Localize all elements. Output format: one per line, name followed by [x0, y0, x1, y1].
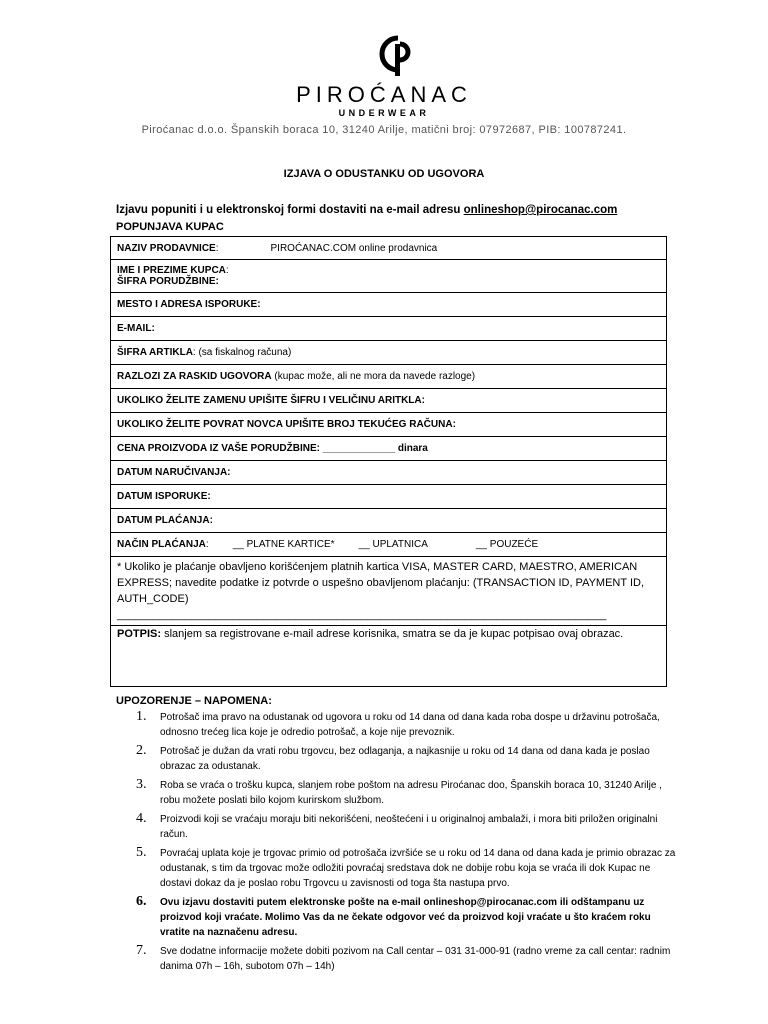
- order-date-row[interactable]: [111, 461, 667, 485]
- list-item: [116, 812, 676, 842]
- brand-name: PIROĆANAC: [296, 82, 472, 107]
- price-label: CENA PROIZVODA IZ VAŠE PORUDŽBINE: _____________ dinara: [117, 443, 428, 454]
- list-item: [116, 944, 676, 974]
- list-item: [116, 778, 676, 808]
- instruction-body: Izjavu popuniti i u elektronskoj formi dostaviti na e-mail adresu: [116, 204, 464, 216]
- article-code-label: ŠIFRA ARTIKLA: [117, 347, 193, 358]
- notes-list: [116, 710, 676, 978]
- list-item: [116, 895, 676, 940]
- refund-row[interactable]: [111, 413, 667, 437]
- list-item: [116, 744, 676, 774]
- withdrawal-form: [110, 236, 667, 687]
- card-note-text: * Ukoliko je plaćanje obavljeno korišćenjem platnih kartica VISA, MASTER CARD, MAESTRO, AMERICAN EXPRESS; navedite podatke iz potvrde o uspešno obavljenom plaćanju: (TRANSACTION ID, PAYMENT ID, AUTH_CODE): [117, 561, 645, 605]
- brand-subtitle: UNDERWEAR: [338, 108, 430, 118]
- payment-method-row[interactable]: NAČIN PLAĆANJA: __ PLATNE KARTICE* __ UPLATNICA __ POUZEĆE: [111, 533, 667, 557]
- refund-label: UKOLIKO ŽELITE POVRAT NOVCA UPIŠITE BROJ TEKUĆEG RAČUNA:: [117, 419, 456, 430]
- note-text: Roba se vraća o trošku kupca, slanjem robe poštom na adresu Piroćanac doo, Španskih boraca 10, 31240 Arilje , robu možete poslati bilo kojom kurirskom službom.: [160, 780, 662, 806]
- note-text: Potrošač ima pravo na odustanak od ugovora u roku od 14 dana od dana kada roba dospe u državinu potrošača, odnosno trećeg lica koje je odredio potrošač, a koje nije prevoznik.: [160, 712, 660, 738]
- note-text: Sve dodatne informacije možete dobiti pozivom na Call centar – 031 31-000-91 (radno vreme za call centar: radnim danima 07h – 16h, subotom 07h – 14h): [160, 946, 671, 972]
- reasons-note: (kupac može, ali ne mora da navede razloge): [271, 371, 476, 382]
- document-title: IZJAVA O ODUSTANKU OD UGOVORA: [283, 168, 485, 180]
- address-row[interactable]: [111, 293, 667, 317]
- note-number: 3.: [136, 777, 147, 792]
- order-date-label: DATUM NARUČIVANJA:: [117, 467, 231, 478]
- shop-label: NAZIV PRODAVNICE: [117, 242, 216, 254]
- section-label: POPUNJAVA KUPAC: [116, 221, 224, 233]
- delivery-date-label: DATUM ISPORUKE:: [117, 491, 211, 502]
- exchange-label: UKOLIKO ŽELITE ZAMENU UPIŠITE ŠIFRU I VELIČINU ARITKLA:: [117, 395, 425, 406]
- payment-method-label: NAČIN PLAĆANJA: [117, 539, 206, 550]
- list-item: [116, 846, 676, 891]
- note-text: Potrošač je dužan da vrati robu trgovcu, bez odlaganja, a najkasnije u roku od 14 dana od dana kada je poslao obrazac za odustanak.: [160, 746, 650, 772]
- exchange-row[interactable]: [111, 389, 667, 413]
- signature-row: [111, 626, 667, 687]
- list-item: [116, 710, 676, 740]
- shop-row: NAZIV PRODAVNICE: PIROĆANAC.COM online prodavnica: [111, 237, 667, 260]
- email-label: E-MAIL:: [117, 323, 155, 334]
- signature-label: POTPIS:: [117, 628, 162, 640]
- card-note-line: ________________________________________________________________________________: [117, 609, 607, 621]
- delivery-date-row[interactable]: [111, 485, 667, 509]
- payment-date-label: DATUM PLAĆANJA:: [117, 515, 213, 526]
- instruction-text: [116, 204, 617, 216]
- buyer-row[interactable]: IME I PREZIME KUPCA: ŠIFRA PORUDŽBINE:: [111, 260, 667, 293]
- address-label: MESTO I ADRESA ISPORUKE:: [117, 299, 261, 310]
- note-number: 5.: [136, 845, 147, 860]
- warning-title: UPOZORENJE – NAPOMENA:: [116, 695, 272, 707]
- signature-text: slanjem sa registrovane e-mail adrese korisnika, smatra se da je kupac potpisao ovaj obrazac.: [161, 628, 624, 640]
- note-text: Povraćaj uplata koje je trgovac primio od potrošača izvršiće se u roku od 14 dana od dana kada je primio obrazac za odustanak, s tim da trgovac može odložiti povraćaj sredstava dok ne dobije robu koja se vraća ili dok Kupac ne dostavi dokaz da je poslao robu Trgovcu u zavisnosti od toga šta nastupa prvo.: [160, 848, 676, 889]
- option-transfer[interactable]: __ UPLATNICA: [358, 539, 428, 550]
- payment-date-row[interactable]: [111, 509, 667, 533]
- article-code-row[interactable]: [111, 341, 667, 365]
- email-row[interactable]: [111, 317, 667, 341]
- note-number: 4.: [136, 811, 147, 826]
- note-text: Proizvodi koji se vraćaju moraju biti nekorišćeni, neoštećeni i u originalnoj ambalaži, i mora biti priložen originalni račun.: [160, 814, 658, 840]
- article-code-note: : (sa fiskalnog računa): [192, 347, 292, 358]
- option-cards[interactable]: __ PLATNE KARTICE*: [232, 539, 335, 550]
- note-number: 1.: [136, 709, 147, 724]
- shop-value: PIROĆANAC.COM online prodavnica: [270, 242, 438, 254]
- buyer-name-label: IME I PREZIME KUPCA: [117, 265, 226, 276]
- price-row[interactable]: [111, 437, 667, 461]
- instruction-email-link[interactable]: onlineshop@pirocanac.com: [463, 204, 618, 216]
- option-cod[interactable]: __ POUZEĆE: [475, 539, 539, 550]
- note-number: 2.: [136, 743, 147, 758]
- pirocanac-logo-icon: [378, 34, 418, 78]
- order-code-label: ŠIFRA PORUDŽBINE:: [117, 276, 219, 287]
- note-number: 7.: [136, 943, 147, 958]
- company-info: Piroćanac d.o.o. Španskih boraca 10, 31240 Arilje, matični broj: 07972687, PIB: 100787241.: [141, 124, 627, 136]
- note-text: Ovu izjavu dostaviti putem elektronske pošte na e-mail onlineshop@pirocanac.com ili odštampanu uz proizvod koji vraćate. Molimo Vas da ne čekate odgovor već da proizvod koji vraćate u što kraćem roku vratite na naznačenu adresu.: [160, 897, 651, 938]
- reasons-row[interactable]: [111, 365, 667, 389]
- card-note-row[interactable]: [111, 557, 667, 626]
- reasons-label: RAZLOZI ZA RASKID UGOVORA: [117, 371, 272, 382]
- note-number: 6.: [136, 894, 147, 909]
